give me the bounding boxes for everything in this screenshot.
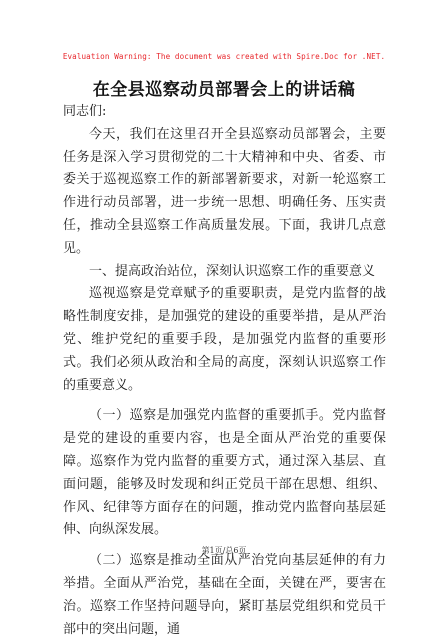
document-title: 在全县巡察动员部署会上的讲话稿 (92, 80, 356, 100)
section-heading: 一、提高政治站位，深刻认识巡察工作的重要意义 (89, 263, 376, 279)
page-footer: 第1页/总6页 (201, 546, 247, 555)
evaluation-warning: Evaluation Warning: The document was created with Spire.Doc for .NET. (62, 52, 386, 61)
salutation: 同志们: (63, 104, 107, 119)
paragraph-point-1: （一）巡察是加强党内监督的重要抓手。党内监督是党的建设的重要内容，也是全面从严治党的重要保障。巡察作为党内监督的重要方式，通过深入基层、直面问题，能够及时发现和纠正党员干部在思想、组织、作风、纪律等方面存在的问题，推动党内监督向基层延伸、向纵深发展。 (63, 408, 386, 538)
document-body (63, 101, 386, 641)
paragraph-significance: 巡视巡察是党章赋予的重要职责，是党内监督的战略性制度安排，是加强党的建设的重要举措，是从严治党、维护党纪的重要手段，是加强党内监督的重要形式。我们必须从政治和全局的高度，深刻认识巡察工作的重要意义。 (63, 286, 386, 393)
paragraph-point-2: （二）巡察是推动全面从严治党向基层延伸的有力举措。全面从严治党，基础在全面，关键在严，要害在治。巡察工作坚持问题导向，紧盯基层党组织和党员干部中的突出问题，通 (63, 553, 386, 637)
paragraph-intro: 今天，我们在这里召开全县巡察动员部署会，主要任务是深入学习贯彻党的二十大精神和中央、省委、市委关于巡视巡察工作的新部署新要求，对新一轮巡察工作进行动员部署，进一步统一思想、明确任务、压实责任，推动全县巡察工作高质量发展。下面，我讲几点意见。 (63, 126, 386, 256)
